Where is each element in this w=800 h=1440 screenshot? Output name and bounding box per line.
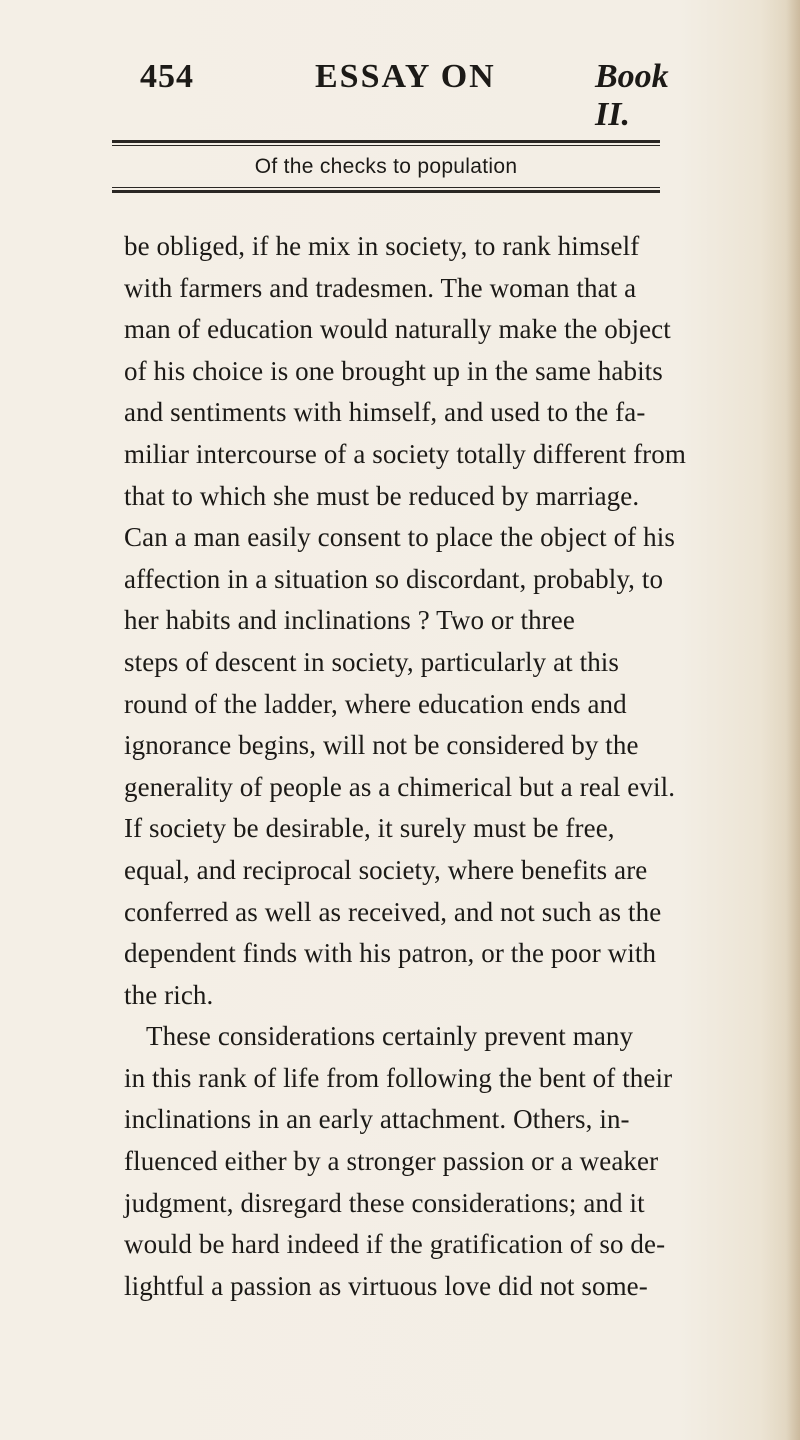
page-number: 454 (140, 58, 194, 95)
text-line: in this rank of life from following the bent of their (124, 1062, 673, 1093)
text-line: affection in a situation so discordant, probably, to (124, 563, 664, 594)
header-rule-thick (112, 140, 660, 143)
text-line: round of the ladder, where education ends and (124, 688, 627, 719)
text-line: lightful a passion as virtuous love did not some- (124, 1270, 648, 1301)
caption-rule-thick (112, 190, 660, 193)
header-rule-thin (112, 145, 660, 146)
text-line: that to which she must be reduced by marriage. (124, 480, 640, 511)
text-line: with farmers and tradesmen. The woman that a (124, 272, 637, 303)
text-line: her habits and inclinations ? Two or three (124, 605, 575, 636)
text-line: inclinations in an early attachment. Others, in- (124, 1104, 630, 1135)
body-text (124, 226, 684, 1307)
text-line: man of education would naturally make the object (124, 314, 671, 345)
running-header (140, 58, 669, 133)
section-caption: Of the checks to population (254, 155, 518, 178)
text-line: If society be desirable, it surely must be free, (124, 813, 615, 844)
text-line: of his choice is one brought up in the same habits (124, 355, 663, 386)
text-line: judgment, disregard these considerations; and it (124, 1187, 645, 1218)
text-line: be obliged, if he mix in society, to rank himself (124, 231, 640, 261)
text-line: ignorance begins, will not be considered by the (124, 730, 639, 761)
text-line: and sentiments with himself, and used to the fa- (124, 397, 646, 428)
text-line: fluenced either by a stronger passion or a weaker (124, 1146, 659, 1177)
text-line: Can a man easily consent to place the object of his (124, 522, 675, 553)
text-line: miliar intercourse of a society totally different from (124, 438, 686, 469)
text-line: generality of people as a chimerical but a real evil. (124, 771, 676, 802)
running-title: ESSAY ON (315, 58, 496, 95)
caption-rule-thin (112, 187, 660, 188)
paragraph-start-line: These considerations certainly prevent many (146, 1021, 634, 1052)
text-line: would be hard indeed if the gratification of so de- (124, 1229, 666, 1260)
text-line: conferred as well as received, and not such as the (124, 896, 662, 927)
book-label: Book II. (595, 58, 669, 133)
text-line: equal, and reciprocal society, where benefits are (124, 854, 648, 885)
text-line: dependent finds with his patron, or the poor with (124, 938, 657, 969)
text-line: the rich. (124, 979, 214, 1010)
text-line: steps of descent in society, particularly at this (124, 646, 620, 677)
page-edge-shadow (786, 0, 800, 1440)
